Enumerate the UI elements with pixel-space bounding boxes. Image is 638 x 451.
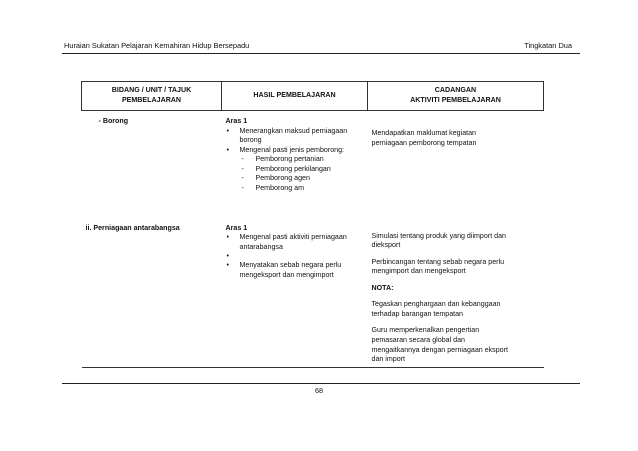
- table-row: [82, 111, 544, 224]
- activity-text-line: terhadap barangan tempatan: [371, 309, 464, 318]
- header-cell-topic: [82, 82, 222, 111]
- outcome-text-line: • Mengenal pasti jenis pemborong:: [239, 145, 345, 154]
- outcomes-cell: [222, 111, 368, 224]
- nota-label: NOTA:: [371, 283, 394, 292]
- list-item: [226, 261, 364, 280]
- activity-text-line: mengimport dan mengeksport: [371, 267, 466, 276]
- table-row: [82, 224, 544, 368]
- outcome-bullet-list: [226, 127, 364, 194]
- sub-list-item: - Pemborong agen: [242, 174, 364, 184]
- table-header-row: [82, 82, 544, 111]
- activities-cell: [368, 224, 544, 368]
- outcome-text-line: borong: [239, 136, 262, 145]
- outcome-text-line: mengeksport dan mengimport: [239, 270, 334, 279]
- topic-cell: [82, 111, 222, 224]
- header-outcomes-text: HASIL PEMBELAJARAN: [253, 91, 336, 100]
- activity-text-line: Tegaskan penghargaan dan kebanggaan: [371, 300, 501, 309]
- header-cell-activities: [368, 82, 544, 111]
- header-document-title: Huraian Sukatan Pelajaran Kemahiran Hidup Bersepadu: [64, 41, 250, 50]
- list-item: [226, 127, 364, 146]
- aras-label: Aras 1: [225, 223, 248, 232]
- curriculum-table: [81, 81, 544, 368]
- header-topic-line1: BIDANG / UNIT / TAJUK: [111, 86, 192, 95]
- footer-rule: [62, 383, 580, 384]
- header-form-level: Tingkatan Dua: [524, 41, 572, 50]
- header-topic-line2: PEMBELAJARAN: [121, 96, 182, 104]
- activity-text-line: perniagaan pemborong tempatan: [371, 138, 477, 147]
- sub-list-item: - Pemborong pertanian: [242, 155, 364, 165]
- header-activities-line1: CADANGAN: [434, 86, 477, 95]
- outcome-text-line: • Menerangkan maksud perniagaan: [239, 126, 348, 135]
- sub-list-item: - Pemborong perkilangan: [242, 165, 364, 175]
- topic-text: ii. Perniagaan antarabangsa: [85, 223, 180, 232]
- activity-text-line: Perbincangan tentang sebab negara perlu: [371, 257, 505, 266]
- activity-text-line: dan import: [371, 355, 406, 364]
- outcome-text-line: • Menyatakan sebab negara perlu: [239, 261, 342, 270]
- topic-cell: [82, 224, 222, 368]
- activity-text-line: Mendapatkan maklumat kegiatan: [371, 129, 476, 137]
- page-number: 68: [315, 386, 323, 395]
- activity-text-line: pemasaran secara global dan: [371, 336, 465, 344]
- list-item: [226, 233, 364, 252]
- outcomes-cell: [222, 224, 368, 368]
- header-rule: [62, 53, 580, 54]
- header-activities-line2: AKTIVITI PEMBELAJARAN: [410, 96, 501, 104]
- activities-cell: [368, 111, 544, 224]
- sub-item-list: [240, 155, 364, 193]
- list-item: [226, 146, 364, 194]
- outcome-bullet-list: [226, 233, 364, 280]
- outcome-text-line: antarabangsa: [239, 242, 283, 251]
- header-cell-outcomes: [222, 82, 368, 111]
- outcome-text-line: • Mengenal pasti aktiviti perniagaan: [239, 233, 347, 242]
- sub-list-item: - Pemborong am: [242, 184, 364, 194]
- topic-text: - Borong: [98, 117, 129, 125]
- activity-text-line: mengaitkannya dengan perniagaan eksport: [371, 345, 508, 354]
- aras-label: Aras 1: [225, 117, 248, 125]
- activity-text-line: Guru memperkenalkan pengertian: [371, 326, 480, 335]
- activity-text-line: Simulasi tentang produk yang diimport dan: [371, 231, 506, 240]
- activity-text-line: dieksport: [371, 241, 401, 250]
